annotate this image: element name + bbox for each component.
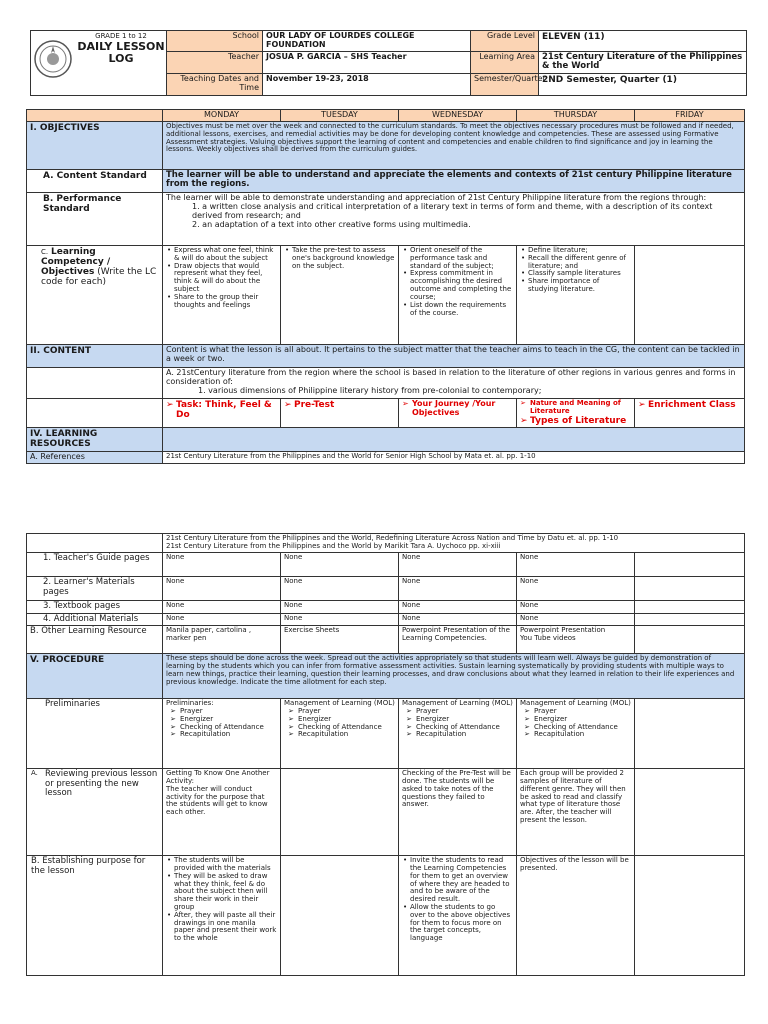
objectives-text: Objectives must be met over the week and connected to the curriculum standards. To meet the objectives necessary procedures must be followed and if needed, additional lessons, exercises, and remedial activities may be done for developing content knowledge and competencies. These are assessed using Formative Assessment strategies. Valuing objectives support the learning of content and competencies and enable children to find significance and joy in learning the lessons. Weekly objectives shall be derived from the curriculum guides. (163, 121, 745, 169)
list-item: ➢ Recapitulation (524, 731, 631, 739)
objectives-label: I. OBJECTIVES (27, 121, 163, 169)
lm-thursday: None (517, 577, 635, 601)
list-item: • Recall the different genre of literature; and (520, 255, 631, 271)
olr-thursday (517, 626, 635, 654)
list-item: ➢ Recapitulation (170, 731, 277, 739)
references-label: A. References (27, 451, 163, 463)
content-a-cell (163, 367, 745, 398)
refs-blank (27, 534, 163, 553)
olr-tuesday: Exercise Sheets (281, 626, 399, 654)
grade-level-label: Grade Level (471, 31, 539, 52)
list-item: • Draw objects that would represent what they feel, think & will do about the subject (166, 263, 277, 294)
lc-title: Learning Competency / Objectives (41, 246, 111, 278)
content-a-blank (27, 367, 163, 398)
topic-monday-text: ➢ Task: Think, Feel & Do (166, 400, 277, 420)
content-a-item-1: 1. various dimensions of Philippine literary history from pre-colonial to contemporary; (198, 385, 542, 395)
content-standard-text: The learner will be able to understand and appreciate the elements and contexts of 21st century Philippine literature from the regions. (163, 169, 745, 192)
page-title: DAILY LESSON LOG (77, 39, 165, 66)
other-resources-label: B. Other Learning Resource (27, 626, 163, 654)
lc-friday (635, 245, 745, 344)
list-item: • List down the requirements of the course. (402, 302, 513, 318)
prelim-monday-title: Preliminaries: (166, 699, 214, 708)
topic-monday (163, 398, 281, 427)
prelim-thursday (517, 699, 635, 769)
school-value: OUR LADY OF LOURDES COLLEGE FOUNDATION (263, 31, 471, 52)
review-wednesday: Checking of the Pre-Test will be done. The students will be asked to take notes of the questions they failed to answer. (399, 769, 517, 856)
learning-resources-label: IV. LEARNING RESOURCES (27, 427, 163, 451)
tg-monday: None (163, 553, 281, 577)
list-item: ➢ Checking of Attendance (524, 724, 631, 732)
list-item: • Take the pre-test to assess one's background knowledge on the subject. (284, 247, 395, 270)
olr-thursday-1: Powerpoint Presentation (520, 626, 606, 635)
ref-line-1: 21st Century Literature from the Philippines and the World, Redefining Literature Across Nation and Time by Datu et. al. pp. 1-10 (166, 534, 619, 542)
teacher-label: Teacher (167, 51, 263, 73)
review-thursday: Each group will be provided 2 samples of literature of different genre. They will then be asked to read and classify what type of literature those are. After, the teacher will present the lesson. (517, 769, 635, 856)
deped-seal-icon (33, 39, 79, 85)
list-item: ➢ Recapitulation (406, 731, 513, 739)
list-item: ➢ Energizer (288, 716, 395, 724)
topic-wednesday-text: ➢ Your Journey /Your Objectives (402, 400, 513, 418)
refs-more (163, 534, 745, 553)
content-text: Content is what the lesson is all about. It pertains to the subject matter that the teacher aims to teach in the CG, the content can be tackled in a week or two. (163, 344, 745, 367)
day-header-blank (27, 110, 163, 122)
prelim-friday (635, 699, 745, 769)
learning-competency-label (27, 245, 163, 344)
lm-tuesday: None (281, 577, 399, 601)
list-item: ➢ Checking of Attendance (406, 724, 513, 732)
list-item: ➢ Energizer (524, 716, 631, 724)
lc-tuesday (281, 245, 399, 344)
preliminaries-label: Preliminaries (27, 699, 163, 769)
topic-wednesday (399, 398, 517, 427)
lc-prefix: C. (41, 247, 49, 256)
purpose-tuesday (281, 856, 399, 976)
am-monday: None (163, 613, 281, 626)
list-item: • They will be asked to draw what they think, feel & do about the subject then will share their work in their group (166, 873, 277, 912)
list-item: ➢ Prayer (524, 708, 631, 716)
semester-value: 2ND Semester, Quarter (1) (539, 73, 747, 95)
tb-monday: None (163, 601, 281, 614)
am-friday (635, 613, 745, 626)
performance-standard-intro: The learner will be able to demonstrate understanding and appreciation of 21st Century Philippine literature from the regions through: (166, 192, 707, 202)
header-block (30, 30, 747, 96)
review-monday-title: Getting To Know One Another Activity: (166, 769, 270, 785)
list-item: ➢ Checking of Attendance (170, 724, 277, 732)
dates-label: Teaching Dates and Time (167, 73, 263, 95)
list-item: • Orient oneself of the performance task and standard of the subject; (402, 247, 513, 270)
lm-wednesday: None (399, 577, 517, 601)
am-wednesday: None (399, 613, 517, 626)
topic-thursday (517, 398, 635, 427)
prelim-wednesday-title: Management of Learning (MOL) (402, 699, 513, 708)
prelim-thursday-title: Management of Learning (MOL) (520, 699, 631, 708)
lc-note: (Write the LC code for each) (41, 267, 157, 288)
reviewing-label (27, 769, 163, 856)
day-header-wednesday: WEDNESDAY (399, 110, 517, 122)
tb-thursday: None (517, 601, 635, 614)
tb-tuesday: None (281, 601, 399, 614)
list-item: • After, they will paste all their drawings in one manila paper and present their work to the whole (166, 912, 277, 943)
prelim-monday (163, 699, 281, 769)
list-item: ➢ Checking of Attendance (288, 724, 395, 732)
prelim-tuesday-title: Management of Learning (MOL) (284, 699, 395, 708)
topic-friday-text: ➢ Enrichment Class (638, 400, 741, 410)
lm-friday (635, 577, 745, 601)
topic-thursday-text-2: ➢ Types of Literature (520, 416, 631, 426)
list-item: ➢ Prayer (288, 708, 395, 716)
list-item: • Define literature; (520, 247, 631, 255)
lesson-table-page2 (26, 533, 745, 976)
olr-thursday-2: You Tube videos (520, 633, 576, 642)
list-item: • The students will be provided with the materials (166, 857, 277, 873)
review-tuesday (281, 769, 399, 856)
topic-friday (635, 398, 745, 427)
list-item: ➢ Prayer (406, 708, 513, 716)
review-monday-text: The teacher will conduct activity for the purpose that the students will get to know each other. (166, 784, 268, 817)
review-friday (635, 769, 745, 856)
day-header-tuesday: TUESDAY (281, 110, 399, 122)
grade-level-value: ELEVEN (11) (539, 31, 747, 52)
purpose-wednesday (399, 856, 517, 976)
am-thursday: None (517, 613, 635, 626)
learning-area-value: 21st Century Literature of the Philippines & the World (539, 51, 747, 73)
references-text: 21st Century Literature from the Philippines and the World for Senior High School by Mata et. al. pp. 1-10 (163, 451, 745, 463)
list-item: ➢ Recapitulation (288, 731, 395, 739)
topic-thursday-text-1: ➢ Nature and Meaning of Literature (520, 400, 631, 416)
content-a-text: A. 21stCentury literature from the region where the school is based in relation to the literature of other regions in various genres and forms in consideration of: (166, 367, 736, 386)
performance-standard-item-2: 2. an adaptation of a text into other creative forms using multimedia. (192, 219, 471, 229)
tb-friday (635, 601, 745, 614)
textbook-pages-label: 3. Textbook pages (27, 601, 163, 614)
lc-monday (163, 245, 281, 344)
lm-monday: None (163, 577, 281, 601)
teachers-guide-label: 1. Teacher's Guide pages (27, 553, 163, 577)
grade-range: GRADE 1 to 12 (95, 32, 147, 40)
day-header-friday: FRIDAY (635, 110, 745, 122)
procedure-label: V. PROCEDURE (27, 654, 163, 699)
list-item: • Allow the students to go over to the above objectives for them to focus more on the target concepts, language (402, 904, 513, 943)
tb-wednesday: None (399, 601, 517, 614)
school-label: School (167, 31, 263, 52)
list-item: • Express commitment in accomplishing the desired outcome and completing the course; (402, 270, 513, 301)
lc-wednesday (399, 245, 517, 344)
prelim-wednesday (399, 699, 517, 769)
list-item: ➢ Prayer (170, 708, 277, 716)
dates-value: November 19-23, 2018 (263, 73, 471, 95)
learning-area-label: Learning Area (471, 51, 539, 73)
performance-standard-item-1: 1. a written close analysis and critical interpretation of a literary text in terms of form and theme, with a description of its context derived from research; and (192, 201, 713, 220)
header-table (30, 30, 747, 96)
purpose-thursday: Objectives of the lesson will be presented. (517, 856, 635, 976)
olr-wednesday: Powerpoint Presentation of the Learning Competencies. (399, 626, 517, 654)
tg-friday (635, 553, 745, 577)
topics-blank (27, 398, 163, 427)
header-logo-cell (31, 31, 167, 96)
tg-tuesday: None (281, 553, 399, 577)
list-item: • Classify sample literatures (520, 270, 631, 278)
list-item: ➢ Energizer (406, 716, 513, 724)
purpose-label: B. Establishing purpose for the lesson (27, 856, 163, 976)
performance-standard-cell (163, 192, 745, 245)
review-prefix: A. (31, 769, 38, 778)
additional-materials-label: 4. Additional Materials (27, 613, 163, 626)
day-header-thursday: THURSDAY (517, 110, 635, 122)
learning-resources-blank (163, 427, 745, 451)
lesson-log-page2 (26, 533, 745, 976)
learners-materials-label: 2. Learner's Materials pages (27, 577, 163, 601)
list-item: • Invite the students to read the Learning Competencies for them to get an overview of where they are headed to and to be aware of the desired result. (402, 857, 513, 904)
procedure-text: These steps should be done across the week. Spread out the activities appropriately so that students will learn well. Always be guided by demonstration of learning by the students which you can infer from formative assessment activities. Sustain learning systematically by providing students with multiple ways to learn new things, practice their learning, question their learning processes, and draw conclusions about what they learned in relation to their life experiences and previous knowledge. Indicate the time allotment for each step. (163, 654, 745, 699)
lesson-log-page1 (26, 109, 745, 464)
lesson-table-page1 (26, 109, 745, 464)
performance-standard-label: B. Performance Standard (27, 192, 163, 245)
tg-thursday: None (517, 553, 635, 577)
review-title: Reviewing previous lesson or presenting the new lesson (45, 769, 158, 799)
purpose-friday (635, 856, 745, 976)
content-label: II. CONTENT (27, 344, 163, 367)
tg-wednesday: None (399, 553, 517, 577)
topic-tuesday (281, 398, 399, 427)
content-standard-label: A. Content Standard (27, 169, 163, 192)
list-item: • Share importance of studying literature. (520, 278, 631, 294)
list-item: • Share to the group their thoughts and feelings (166, 294, 277, 310)
review-monday (163, 769, 281, 856)
am-tuesday: None (281, 613, 399, 626)
day-header-monday: MONDAY (163, 110, 281, 122)
olr-monday: Manila paper, cartolina , marker pen (163, 626, 281, 654)
teacher-value: JOSUA P. GARCIA – SHS Teacher (263, 51, 471, 73)
lc-thursday (517, 245, 635, 344)
ref-line-2: 21st Century Literature from the Philippines and the World by Marikit Tara A. Uychoco pp. xi-xiii (166, 541, 501, 550)
prelim-tuesday (281, 699, 399, 769)
olr-friday (635, 626, 745, 654)
list-item: • Express what one feel, think & will do about the subject (166, 247, 277, 263)
semester-label: Semester/Quarter (471, 73, 539, 95)
purpose-monday (163, 856, 281, 976)
topic-tuesday-text: ➢ Pre-Test (284, 400, 395, 410)
list-item: ➢ Energizer (170, 716, 277, 724)
